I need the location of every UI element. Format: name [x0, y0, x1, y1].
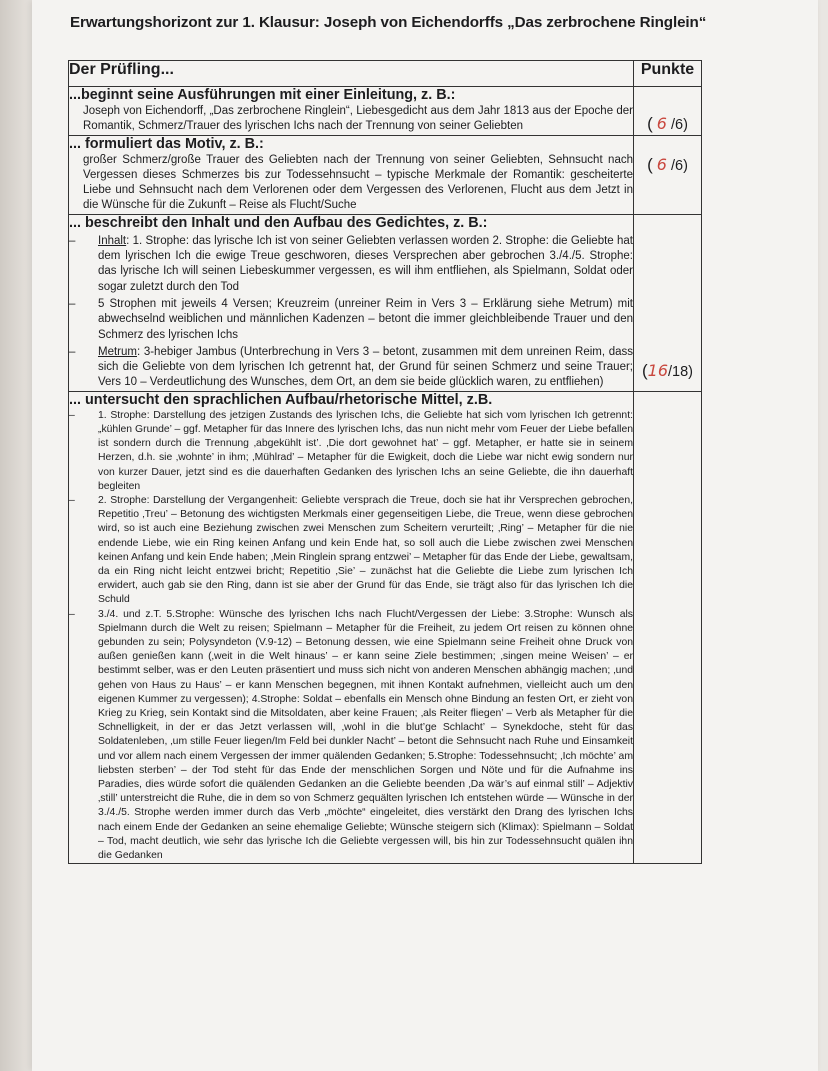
section-content	[69, 214, 634, 391]
points-max: /6)	[671, 116, 688, 133]
section-body: großer Schmerz/große Trauer des Geliebten nach der Trennung von seiner Geliebten, Sehnsucht nach Vergessen dieses Schmerzes bis zur Todessehnsucht – typische Merkmale der Romantik: gescheiterte Liebe und Sehnsucht nach dem Verlorenen oder dem Vergessen des Verlorenen, Flucht aus dem Jetzt in die Wünsche für die Zukunft – Reise als Flucht/Suche	[83, 153, 633, 212]
points-cell: ( 6 /6)	[634, 135, 702, 214]
list-item: – 3./4. und z.T. 5.Strophe: Wünsche des lyrischen Ichs nach Flucht/Vergessen der Liebe: 3.Strophe: Wunsch als Spielmann durch die Welt zu reisen; Spielmann – Metapher für die Freiheit, zu jedem Ort reisen zu können ohne gebunden zu sein; Polysyndeton (V.9-12) – Betonung dessen, wie eine Spielmann seine Freiheit ohne Druck von außen genießen kann (‚weit in die Welt hinaus’ – er kann seine Ziele bestimmen; ‚singen meine Weisen’ – er bestimmt selber, was er den Leuten präsentiert und muss sich nicht von anderen Menschen abhängig machen; ‚und gehen von Haus zu Haus’ – er kann Menschen begegnen, mit ihnen Kontakt aufnehmen, vielleicht auch um den eigenen Kummer zu vergessen); 4.Strophe: Soldat – ebenfalls ein Mensch ohne Bindung an festen Ort, er zieht von Krieg zu Krieg, sein Kontakt sind die Mitsoldaten, aber keine Frauen; ‚als Reiter fliegen’ – Verb als Metapher für die Schnelligkeit, in der er das Jetzt verlassen will, ‚wohl in die blut’ge Schlacht’ – Synekdoche, steht für das Soldatenleben, ‚um stille Feuer liegen/Im Feld bei dunkler Nacht’ – betont die Sehnsucht nach Ruhe und Einsamkeit und vor allem nach einem Vergessen der immer quälenden Gedanken; 5.Strophe: Todessehnsucht; ‚Ich möchte’ am liebsten sterben’ – der Tod steht für das Ende der menschlichen Sorgen und Nöte und für die Aufnahme ins Paradies, dies würde sofort die quälenden Gedanken an die Geliebte beenden ‚Da wär’s auf einmal still’ – Adjektiv ‚still’ unterstreicht die Ruhe, die in dem so von Schmerz gequälten lyrischen Ich entstehen würde — Wünsche in der 3./4./5. Strophe werden immer durch das Verb „möchte“ eingeleitet, dies verstärkt den Drang des lyrischen Ichs nach einem Ende der Gedanken an seine ehemalige Geliebte; Wünsche steigern sich (Klimax): Spielmann – Soldat – Tod, macht deutlich, wie sehr das lyrische Ich die Geliebte vergessen will, bis hin zur Todessehnsucht quälen ihn die Gedanken	[69, 608, 633, 862]
section-row	[69, 87, 702, 136]
page-shadow-edge	[0, 0, 32, 1071]
bullet-text: 1. Strophe: Darstellung des jetzigen Zustands des lyrischen Ichs, die Geliebte hat sich vom lyrischen Ich getrennt: „kühlen Grunde’ – ggf. Metapher für das Innere des lyrischen Ichs, das nun nicht mehr vom Feuer der Liebe befallen ist sondern durch die Trennung ‚abgekühlt ist’. ‚Die dort gewohnet hat’ – ggf. Metapher, er hatte sie in seinem Herzen, d.h. sie ‚wohnte’ in ihm; ‚Mühlrad’ – Metapher für die Ewigkeit, doch die Liebe war nicht ewig sondern nur von kurzer Dauer, jetzt sind es die dauerhaften Gedanken des lyrischen Ichs an seine Geliebte, die ihn dauerhaft begleiten	[98, 409, 633, 492]
section-content	[69, 87, 634, 136]
list-item: – 5 Strophen mit jeweils 4 Versen; Kreuzreim (unreiner Reim in Vers 3 – Erklärung siehe Metrum) mit abwechselnd weiblichen und männlichen Kadenzen – betont die immer gleichbleibende Trauer und den Schmerz des lyrischen Ichs	[69, 297, 633, 341]
handwritten-score: 16	[647, 360, 669, 380]
bullet-text: 5 Strophen mit jeweils 4 Versen; Kreuzreim (unreiner Reim in Vers 3 – Erklärung siehe Metrum) mit abwechselnd weiblichen und männlichen Kadenzen – betont die immer gleichbleibende Trauer und den Schmerz des lyrischen Ichs	[98, 297, 633, 341]
handwritten-score: 6	[656, 113, 667, 133]
list-item: – Inhalt: 1. Strophe: das lyrische Ich ist von seiner Geliebten verlassen worden 2. Strophe: die Geliebte hat dem lyrischen Ich die ewige Treue geschworen, dieses Versprechen aber gebrochen 3./4./5. Strophe: das lyrische Ich will seinen Liebeskummer vergessen, es will ihm entfliehen, als Spielmann, Soldat oder sogar zuletzt durch den Tod	[69, 234, 633, 293]
points-cell: (16/18)	[634, 214, 702, 391]
bullet-label: Inhalt	[98, 234, 127, 247]
section-row	[69, 391, 702, 864]
section-heading: ... beschreibt den Inhalt und den Aufbau des Gedichtes, z. B.:	[69, 214, 488, 231]
section-row	[69, 214, 702, 391]
points-max: /18)	[668, 363, 694, 380]
grading-table	[68, 60, 702, 864]
section-heading: ... untersucht den sprachlichen Aufbau/rhetorische Mittel, z.B.	[69, 391, 493, 408]
page-title: Erwartungshorizont zur 1. Klausur: Joseph von Eichendorffs „Das zerbrochene Ringlein“	[70, 14, 707, 31]
list-item: – Metrum: 3-hebiger Jambus (Unterbrechung in Vers 3 – betont, zusammen mit dem unreinen Reim, dass sich die Geliebte von dem lyrischen Ich getrennt hat, der Grund für seinen Schmerz und seine Trauer; Vers 10 – Verdeutlichung des Wunsches, dem Ort, an dem sie beide glücklich waren, zu entfliehen)	[69, 345, 633, 389]
bullet-text: 3./4. und z.T. 5.Strophe: Wünsche des lyrischen Ichs nach Flucht/Vergessen der Liebe: 3.Strophe: Wunsch als Spielmann durch die Welt zu reisen; Spielmann – Metapher für die Freiheit, zu jedem Ort reisen zu können ohne gebunden zu sein; Polysyndeton (V.9-12) – Betonung dessen, wie eine Spielmann seine Freiheit ohne Druck von außen genießen kann (‚weit in die Welt hinaus’ – er kann seine Ziele bestimmen; ‚singen meine Weisen’ – er bestimmt selber, was er den Leuten präsentiert und muss sich nicht von anderen Menschen abhängig machen; ‚und gehen von Haus zu Haus’ – er kann Menschen begegnen, mit ihnen Kontakt aufnehmen, vielleicht auch um den eigenen Kummer zu vergessen); 4.Strophe: Soldat – ebenfalls ein Mensch ohne Bindung an festen Ort, er zieht von Krieg zu Krieg, sein Kontakt sind die Mitsoldaten, aber keine Frauen; ‚als Reiter fliegen’ – Verb als Metapher für die Schnelligkeit, in der er das Jetzt verlassen will, ‚wohl in die blut’ge Schlacht’ – Synekdoche, steht für das Soldatenleben, ‚um stille Feuer liegen/Im Feld bei dunkler Nacht’ – betont die Sehnsucht nach Ruhe und Einsamkeit und vor allem nach einem Vergessen der immer quälenden Gedanken; 5.Strophe: Todessehnsucht; ‚Ich möchte’ am liebsten sterben’ – der Tod steht für das Ende der menschlichen Sorgen und Nöte und für die Aufnahme ins Paradies, dies würde sofort die quälenden Gedanken an die Geliebte beenden ‚Da wär’s auf einmal still’ – Adjektiv ‚still’ unterstreicht die Ruhe, die in dem so von Schmerz gequälten lyrischen Ich entstehen würde — Wünsche in der 3./4./5. Strophe werden immer durch das Verb „möchte“ eingeleitet, dies verstärkt den Drang des lyrischen Ichs nach einem Ende der Gedanken an seine ehemalige Geliebte; Wünsche steigern sich (Klimax): Spielmann – Soldat – Tod, macht deutlich, wie sehr das lyrische Ich die Geliebte vergessen will, bis hin zur Todessehnsucht quälen ihn die Gedanken	[98, 608, 633, 862]
bullet-text: 2. Strophe: Darstellung der Vergangenheit: Geliebte versprach die Treue, doch sie hat ihr Versprechen gebrochen, Repetitio ‚Treu’ – Betonung des wichtigsten Merkmals einer gegenseitigen Liebe, die Treue, wenn diese gebrochen wird, so ist auch eine Beziehung zwischen zwei Menschen zum Scheitern verurteilt; ‚Ring’ – Metapher für die nie endende Liebe, wie ein Ring keinen Anfang und kein Ende hat, so soll auch die Liebe zwischen zwei Menschen keinen Anfang und kein Ende haben; ‚Mein Ringlein sprang entzwei’ – Metapher für das Ende der Liebe, gewaltsam, da ein Ring nicht leicht entzwei bricht; Repetitio ‚Sie’ – zunächst hat die Geliebte die Liebe zum lyrischen Ich erwidert, auch gab sie den Ring, dann ist sie aber der Grund für das Ende, sie trägt also für das lyrischen Ich die Schuld	[98, 494, 633, 606]
handwritten-score: 6	[656, 154, 667, 174]
bullet-text: : 3-hebiger Jambus (Unterbrechung in Vers 3 – betont, zusammen mit dem unreinen Reim, dass sich die Geliebte von dem lyrischen Ich getrennt hat, der Grund für seinen Schmerz und seine Trauer; Vers 10 – Verdeutlichung des Wunsches, dem Ort, an dem sie beide glücklich waren, zu entfliehen)	[98, 345, 633, 389]
header-candidate: Der Prüfling...	[69, 61, 634, 87]
section-row	[69, 135, 702, 214]
section-heading: ... formuliert das Motiv, z. B.:	[69, 135, 264, 152]
bullet-text: : 1. Strophe: das lyrische Ich ist von seiner Geliebten verlassen worden 2. Strophe: die Geliebte hat dem lyrischen Ich die ewige Treue geschworen, dieses Versprechen aber gebrochen 3./4./5. Strophe: das lyrische Ich will seinen Liebeskummer vergessen, es will ihm entfliehen, als Spielmann, Soldat oder sogar zuletzt durch den Tod	[98, 234, 633, 293]
points-cell	[634, 391, 702, 864]
section-content	[69, 135, 634, 214]
points-cell: ( 6 /6)	[634, 87, 702, 136]
section-content	[69, 391, 634, 864]
section-heading: ...beginnt seine Ausführungen mit einer Einleitung, z. B.:	[69, 87, 456, 103]
section-body: Joseph von Eichendorff, „Das zerbrochene Ringlein“, Liebesgedicht aus dem Jahr 1813 aus der Epoche der Romantik, Schmerz/Trauer des lyrischen Ichs nach der Trennung von seiner Geliebten	[83, 105, 633, 133]
points-max: /6)	[671, 157, 688, 174]
list-item: – 2. Strophe: Darstellung der Vergangenheit: Geliebte versprach die Treue, doch sie hat ihr Versprechen gebrochen, Repetitio ‚Treu’ – Betonung des wichtigsten Merkmals einer gegenseitigen Liebe, die Treue, wenn diese gebrochen wird, so ist auch eine Beziehung zwischen zwei Menschen zum Scheitern verurteilt; ‚Ring’ – Metapher für die nie endende Liebe, wie ein Ring keinen Anfang und kein Ende hat, so soll auch die Liebe zwischen zwei Menschen keinen Anfang und kein Ende haben; ‚Mein Ringlein sprang entzwei’ – Metapher für das Ende der Liebe, gewaltsam, da ein Ring nicht leicht entzwei bricht; Repetitio ‚Sie’ – zunächst hat die Geliebte die Liebe zum lyrischen Ich erwidert, auch gab sie den Ring, dann ist sie aber der Grund für das Ende, sie trägt also für das lyrischen Ich die Schuld	[69, 494, 633, 606]
bullet-label: Metrum	[98, 345, 137, 358]
table-header-row	[69, 61, 702, 87]
header-points: Punkte	[634, 61, 702, 87]
list-item: – 1. Strophe: Darstellung des jetzigen Zustands des lyrischen Ichs, die Geliebte hat sich vom lyrischen Ich getrennt: „kühlen Grunde’ – ggf. Metapher für das Innere des lyrischen Ichs, das nun nicht mehr vom Feuer der Liebe befallen ist sondern durch die Trennung ‚abgekühlt ist’. ‚Die dort gewohnet hat’ – ggf. Metapher, er hatte sie in seinem Herzen, d.h. sie ‚wohnte’ in ihm; ‚Mühlrad’ – Metapher für die Ewigkeit, doch die Liebe war nicht ewig sondern nur von kurzer Dauer, jetzt sind es die dauerhaften Gedanken des lyrischen Ichs an seine Geliebte, die ihn dauerhaft begleiten	[69, 409, 633, 492]
